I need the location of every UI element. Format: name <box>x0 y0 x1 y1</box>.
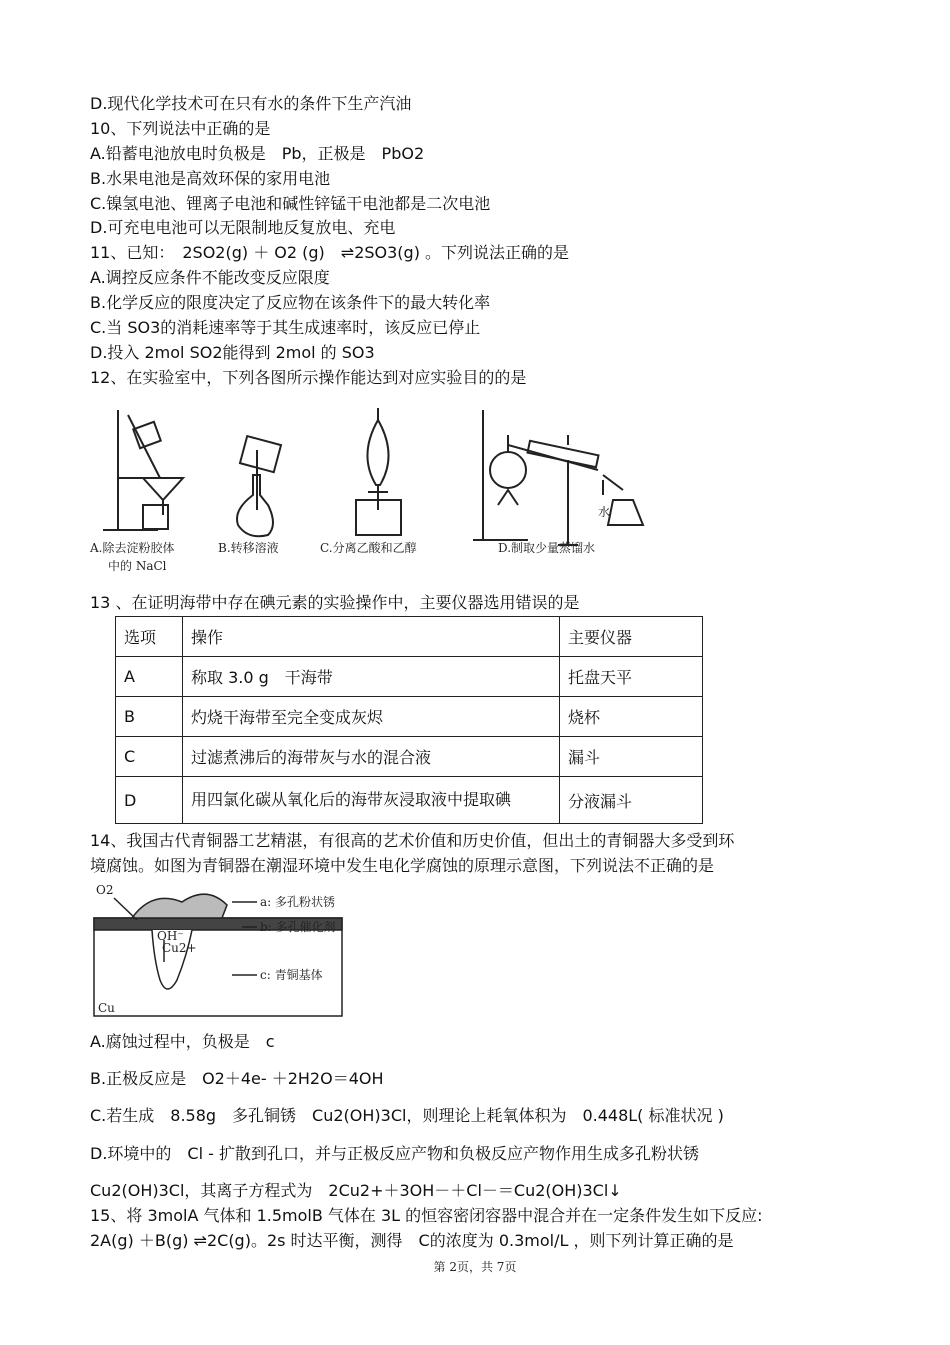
q15-stem-line1: 15、将 3molA 气体和 1.5molB 气体在 3L 的恒容密闭容器中混合并在一定条件发生如下反应: <box>90 1206 763 1225</box>
q14-option-c: C.若生成 8.58g 多孔铜锈 Cu2(OH)3Cl，则理论上耗氧体积为 0.448L( 标准状况 ) <box>90 1106 724 1125</box>
label-a: a: 多孔粉状锈 <box>260 895 336 909</box>
q13-stem: 13 、在证明海带中存在碘元素的实验操作中，主要仪器选用错误的是 <box>90 593 580 612</box>
q10-option-c: C.镍氢电池、锂离子电池和碱性锌锰干电池都是二次电池 <box>90 194 491 213</box>
q11-option-d: D.投入 2mol SO2能得到 2mol 的 SO3 <box>90 343 375 362</box>
q14-option-a: A.腐蚀过程中，负极是 c <box>90 1032 275 1051</box>
label-c: c: 青铜基体 <box>260 968 323 982</box>
q14-option-b: B.正极反应是 O2＋4e- ＋2H2O＝4OH <box>90 1069 384 1088</box>
q13-table <box>115 616 703 824</box>
q14-corrosion-figure <box>92 880 372 1020</box>
cell: 托盘天平 <box>560 657 703 697</box>
q14-option-d-line1: D.环境中的 Cl - 扩散到孔口，并与正极反应产物和负极反应产物作用生成多孔粉状锈 <box>90 1144 699 1163</box>
q9-option-d: D.现代化学技术可在只有水的条件下生产汽油 <box>90 94 412 113</box>
caption-a2: 中的 NaCl <box>108 559 167 573</box>
cell: D <box>116 777 183 824</box>
q10-stem: 10、下列说法中正确的是 <box>90 119 271 138</box>
caption-a1: A.除去淀粉胶体 <box>90 541 175 555</box>
header-operation: 操作 <box>183 617 560 657</box>
q14-stem-line1: 14、我国古代青铜器工艺精湛，有很高的艺术价值和历史价值，但出土的青铜器大多受到环 <box>90 831 735 850</box>
label-cu: Cu <box>98 1001 115 1015</box>
q11-option-a: A.调控反应条件不能改变反应限度 <box>90 268 330 287</box>
q12-stem: 12、在实验室中，下列各图所示操作能达到对应实验目的的是 <box>90 368 527 387</box>
label-o2: O2 <box>96 883 114 897</box>
q11-option-b: B.化学反应的限度决定了反应物在该条件下的最大转化率 <box>90 293 491 312</box>
q10-option-a: A.铅蓄电池放电时负极是 Pb，正极是 PbO2 <box>90 144 425 163</box>
table-row <box>116 657 703 697</box>
header-instrument: 主要仪器 <box>560 617 703 657</box>
cell: 用四氯化碳从氧化后的海带灰浸取液中提取碘 <box>183 777 560 824</box>
header-option: 选项 <box>116 617 183 657</box>
q12-apparatus-figure <box>88 400 668 580</box>
cell: C <box>116 737 183 777</box>
q11-option-c: C.当 SO3的消耗速率等于其生成速率时，该反应已停止 <box>90 318 481 337</box>
caption-water: 水 <box>598 505 611 519</box>
q10-option-b: B.水果电池是高效环保的家用电池 <box>90 169 331 188</box>
label-b: b: 多孔催化剂 <box>260 920 336 934</box>
table-header-row <box>116 617 703 657</box>
cell: B <box>116 697 183 737</box>
caption-b: B.转移溶液 <box>218 541 279 555</box>
caption-c: C.分离乙酸和乙醇 <box>320 541 417 555</box>
label-oh: OH⁻ <box>157 929 184 943</box>
page-footer: 第 2页，共 7页 <box>433 1260 517 1274</box>
q14-option-d-line2: Cu2(OH)3Cl，其离子方程式为 2Cu2+＋3OH－＋Cl－＝Cu2(OH)3Cl↓ <box>90 1181 622 1200</box>
q11-stem: 11、已知： 2SO2(g) ＋ O2 (g) ⇌2SO3(g) 。下列说法正确的是 <box>90 243 570 262</box>
table-row <box>116 777 703 824</box>
cell: 称取 3.0 g 干海带 <box>183 657 560 697</box>
label-cu2: Cu2+ <box>162 941 197 955</box>
q15-stem-line2: 2A(g) ＋B(g) ⇌2C(g)。2s 时达平衡，测得 C的浓度为 0.3mol/L ，则下列计算正确的是 <box>90 1231 734 1250</box>
cell: 过滤煮沸后的海带灰与水的混合液 <box>183 737 560 777</box>
caption-d: D.制取少量蒸馏水 <box>498 541 596 555</box>
cell: 灼烧干海带至完全变成灰烬 <box>183 697 560 737</box>
table-row <box>116 737 703 777</box>
q14-stem-line2: 境腐蚀。如图为青铜器在潮湿环境中发生电化学腐蚀的原理示意图，下列说法不正确的是 <box>90 856 715 875</box>
cell: 分液漏斗 <box>560 777 703 824</box>
q10-option-d: D.可充电电池可以无限制地反复放电、充电 <box>90 218 396 237</box>
cell: 烧杯 <box>560 697 703 737</box>
cell: 漏斗 <box>560 737 703 777</box>
table-row <box>116 697 703 737</box>
cell: A <box>116 657 183 697</box>
